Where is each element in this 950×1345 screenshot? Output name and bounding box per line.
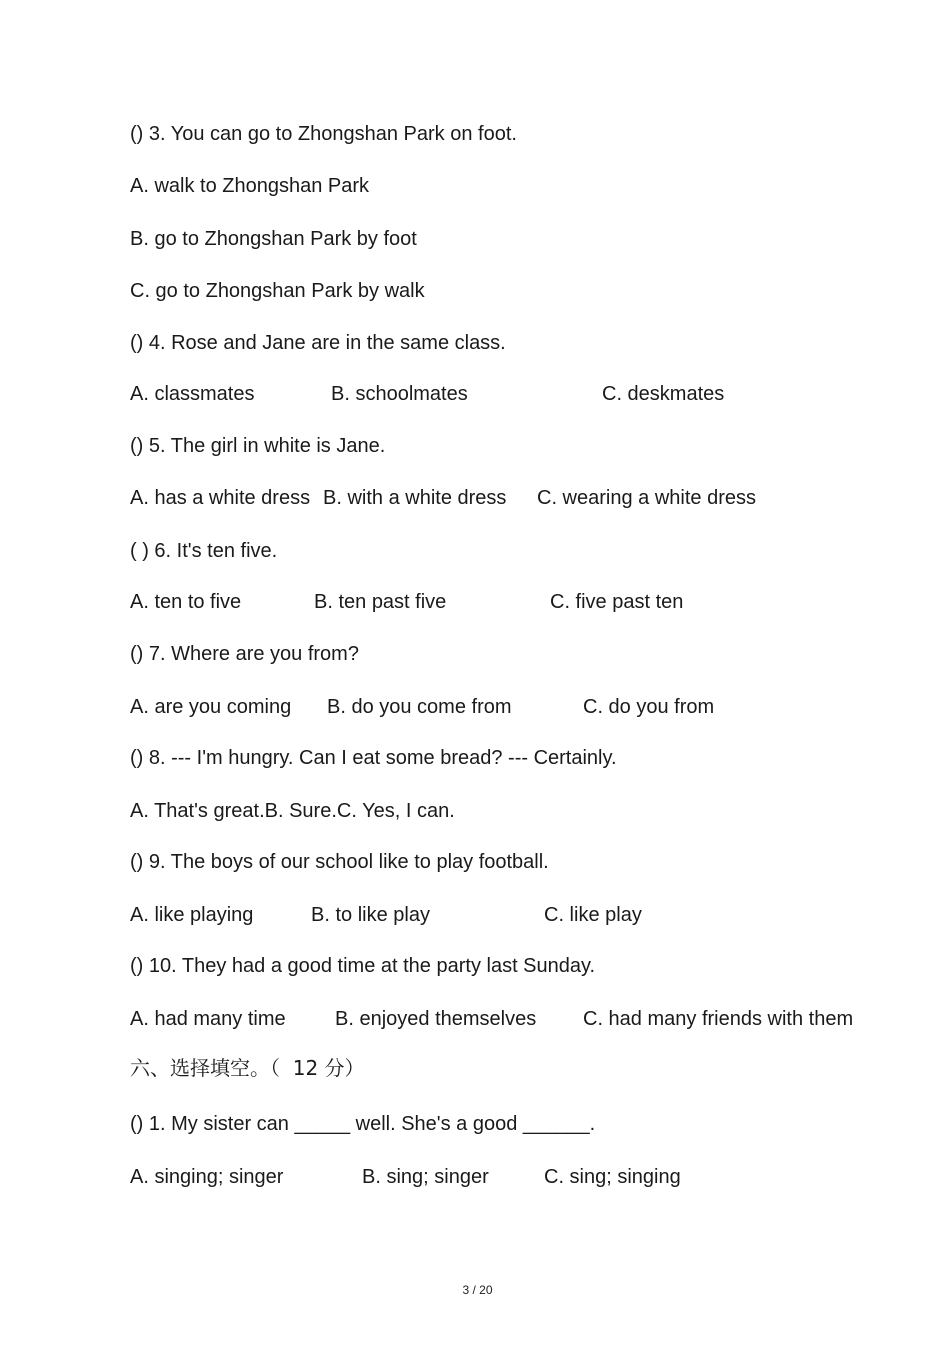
question-8: () 8. --- I'm hungry. Can I eat some bread? --- Certainly.: [130, 747, 617, 769]
option-a: A. ten to five: [130, 591, 242, 613]
option-b: B. sing; singer: [362, 1166, 489, 1188]
page-number: 3 / 20: [462, 1283, 493, 1297]
option-c: C. five past ten: [550, 591, 684, 613]
question-7: () 7. Where are you from?: [130, 643, 359, 665]
question-6: ( ) 6. It's ten five.: [130, 540, 278, 562]
option-c: C. deskmates: [602, 383, 725, 405]
question-8-options: [130, 799, 455, 823]
option-c: C. Yes, I can.: [336, 800, 455, 822]
option-b: B. Sure.: [264, 800, 337, 822]
option-c: C. like play: [544, 904, 642, 926]
option-a: A. are you coming: [130, 696, 292, 718]
option-c: C. wearing a white dress: [537, 487, 756, 509]
option-c: C. had many friends with them: [583, 1008, 854, 1030]
option-c: C. do you from: [583, 696, 715, 718]
option-a: A. had many time: [130, 1008, 286, 1030]
question-3-option-b: B. go to Zhongshan Park by foot: [130, 228, 417, 250]
question-5: () 5. The girl in white is Jane.: [130, 435, 386, 457]
section-six-question-1: () 1. My sister can _____ well. She's a good ______.: [130, 1113, 596, 1135]
option-a: A. That's great.: [130, 800, 265, 822]
question-4: () 4. Rose and Jane are in the same class.: [130, 332, 506, 354]
option-b: B. to like play: [311, 904, 430, 926]
option-b: B. enjoyed themselves: [335, 1008, 537, 1030]
question-3: () 3. You can go to Zhongshan Park on foot.: [130, 123, 517, 145]
option-a: A. classmates: [130, 383, 255, 405]
option-b: B. schoolmates: [331, 383, 468, 405]
option-a: A. has a white dress: [130, 487, 311, 509]
option-b: B. do you come from: [327, 696, 512, 718]
option-a: A. singing; singer: [130, 1166, 284, 1188]
option-b: B. with a white dress: [323, 487, 507, 509]
option-c: C. sing; singing: [544, 1166, 681, 1188]
question-9: () 9. The boys of our school like to play football.: [130, 851, 549, 873]
question-3-option-a: A. walk to Zhongshan Park: [130, 175, 370, 197]
section-heading: 六、选择填空。（ 12 分）: [130, 1056, 365, 1080]
question-10: () 10. They had a good time at the party last Sunday.: [130, 955, 596, 977]
option-b: B. ten past five: [314, 591, 447, 613]
question-3-option-c: C. go to Zhongshan Park by walk: [130, 280, 425, 302]
option-a: A. like playing: [130, 904, 254, 926]
section-six-question-1-options: [130, 1165, 681, 1261]
